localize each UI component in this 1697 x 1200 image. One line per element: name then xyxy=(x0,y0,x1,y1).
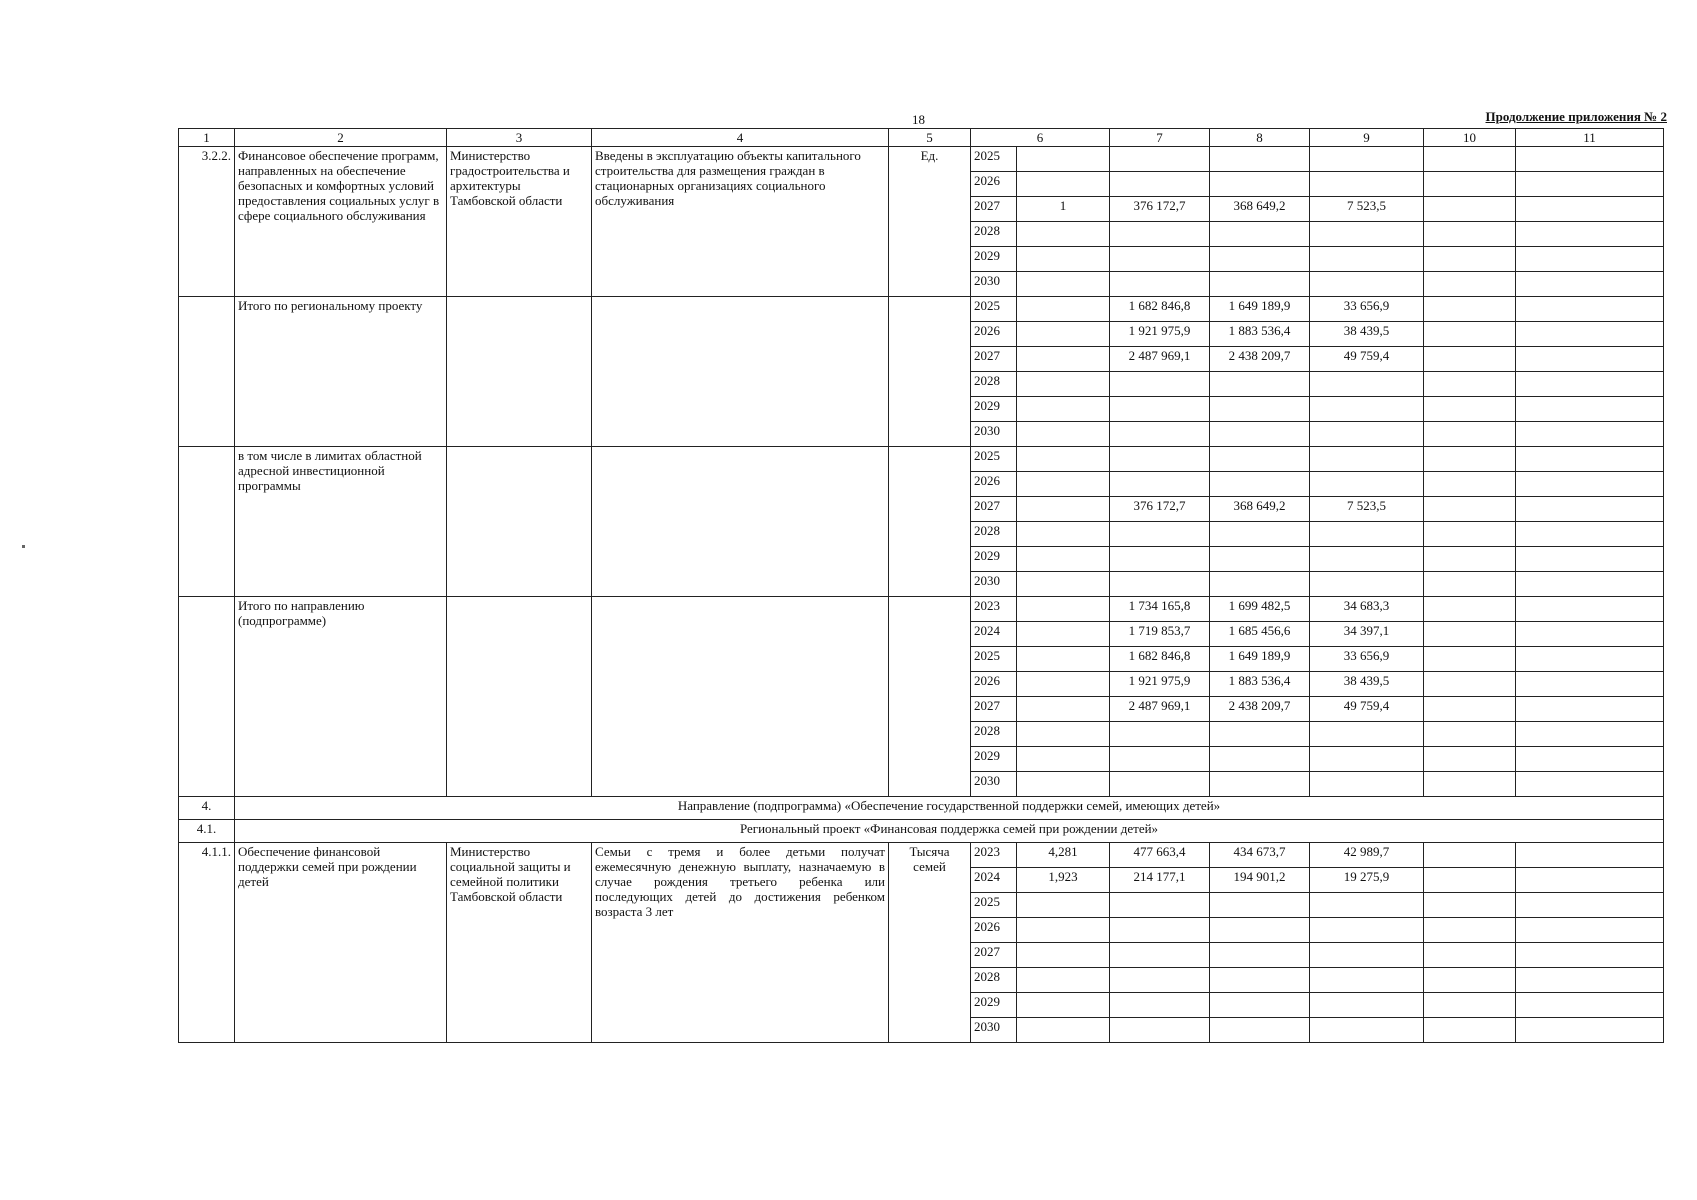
value-cell-c8 xyxy=(1210,772,1310,797)
value-cell-c9 xyxy=(1310,522,1424,547)
value-cell-c6 xyxy=(1017,943,1110,968)
value-cell-c8 xyxy=(1210,747,1310,772)
value-cell-c11 xyxy=(1516,918,1664,943)
value-cell-c8 xyxy=(1210,547,1310,572)
value-cell-c6 xyxy=(1017,697,1110,722)
section-title: Региональный проект «Финансовая поддержка семей при рождении детей» xyxy=(235,820,1664,843)
year-cell: 2027 xyxy=(971,497,1017,522)
value-cell-c6 xyxy=(1017,597,1110,622)
value-cell-c9: 42 989,7 xyxy=(1310,843,1424,868)
column-header: 11 xyxy=(1516,129,1664,147)
year-cell: 2026 xyxy=(971,918,1017,943)
value-cell-c8: 1 649 189,9 xyxy=(1210,297,1310,322)
row-code: 4.1.1. xyxy=(179,843,235,1043)
value-cell-c10 xyxy=(1424,297,1516,322)
value-cell-c11 xyxy=(1516,347,1664,372)
value-cell-c10 xyxy=(1424,222,1516,247)
unit-cell xyxy=(889,447,971,597)
value-cell-c8 xyxy=(1210,722,1310,747)
value-cell-c7: 2 487 969,1 xyxy=(1110,347,1210,372)
value-cell-c9: 38 439,5 xyxy=(1310,322,1424,347)
value-cell-c11 xyxy=(1516,472,1664,497)
value-cell-c9: 49 759,4 xyxy=(1310,697,1424,722)
value-cell-c6 xyxy=(1017,522,1110,547)
year-cell: 2028 xyxy=(971,522,1017,547)
value-cell-c11 xyxy=(1516,422,1664,447)
value-cell-c8: 434 673,7 xyxy=(1210,843,1310,868)
value-cell-c6 xyxy=(1017,747,1110,772)
year-cell: 2025 xyxy=(971,447,1017,472)
year-cell: 2026 xyxy=(971,472,1017,497)
group-name: Итого по направлению (подпрограмме) xyxy=(235,597,447,797)
value-cell-c11 xyxy=(1516,672,1664,697)
value-cell-c9: 33 656,9 xyxy=(1310,297,1424,322)
value-cell-c9 xyxy=(1310,918,1424,943)
value-cell-c7: 1 682 846,8 xyxy=(1110,297,1210,322)
value-cell-c8 xyxy=(1210,397,1310,422)
year-cell: 2025 xyxy=(971,893,1017,918)
value-cell-c7 xyxy=(1110,372,1210,397)
value-cell-c8 xyxy=(1210,522,1310,547)
value-cell-c6 xyxy=(1017,647,1110,672)
year-cell: 2029 xyxy=(971,547,1017,572)
value-cell-c9 xyxy=(1310,247,1424,272)
value-cell-c7: 1 682 846,8 xyxy=(1110,647,1210,672)
table-row xyxy=(179,843,1664,868)
value-cell-c9 xyxy=(1310,993,1424,1018)
column-header: 7 xyxy=(1110,129,1210,147)
value-cell-c10 xyxy=(1424,893,1516,918)
value-cell-c11 xyxy=(1516,447,1664,472)
value-cell-c6 xyxy=(1017,918,1110,943)
year-cell: 2025 xyxy=(971,647,1017,672)
year-cell: 2030 xyxy=(971,422,1017,447)
value-cell-c7 xyxy=(1110,943,1210,968)
row-code: 3.2.2. xyxy=(179,147,235,297)
value-cell-c6 xyxy=(1017,297,1110,322)
value-cell-c9 xyxy=(1310,222,1424,247)
value-cell-c6 xyxy=(1017,772,1110,797)
value-cell-c7 xyxy=(1110,472,1210,497)
value-cell-c11 xyxy=(1516,372,1664,397)
value-cell-c9: 34 683,3 xyxy=(1310,597,1424,622)
value-cell-c8 xyxy=(1210,172,1310,197)
value-cell-c9 xyxy=(1310,772,1424,797)
value-cell-c10 xyxy=(1424,918,1516,943)
year-cell: 2028 xyxy=(971,222,1017,247)
value-cell-c8: 368 649,2 xyxy=(1210,497,1310,522)
value-cell-c11 xyxy=(1516,622,1664,647)
table-row xyxy=(179,147,1664,172)
unit-cell xyxy=(889,597,971,797)
value-cell-c11 xyxy=(1516,172,1664,197)
value-cell-c10 xyxy=(1424,372,1516,397)
value-cell-c7 xyxy=(1110,572,1210,597)
value-cell-c6 xyxy=(1017,372,1110,397)
value-cell-c7: 214 177,1 xyxy=(1110,868,1210,893)
financing-table xyxy=(178,128,1664,1043)
measure-name: Финансовое обеспечение программ, направленных на обеспечение безопасных и комфортных условий предоставления социальных услуг в сфере социального обслуживания xyxy=(235,147,447,297)
value-cell-c11 xyxy=(1516,722,1664,747)
year-cell: 2030 xyxy=(971,572,1017,597)
executor-name xyxy=(447,297,592,447)
value-cell-c10 xyxy=(1424,522,1516,547)
value-cell-c7 xyxy=(1110,247,1210,272)
year-cell: 2029 xyxy=(971,993,1017,1018)
value-cell-c11 xyxy=(1516,272,1664,297)
value-cell-c10 xyxy=(1424,993,1516,1018)
value-cell-c11 xyxy=(1516,843,1664,868)
value-cell-c11 xyxy=(1516,1018,1664,1043)
value-cell-c9 xyxy=(1310,147,1424,172)
value-cell-c11 xyxy=(1516,222,1664,247)
value-cell-c11 xyxy=(1516,197,1664,222)
section-title: Направление (подпрограмма) «Обеспечение государственной поддержки семей, имеющих детей» xyxy=(235,797,1664,820)
value-cell-c6 xyxy=(1017,672,1110,697)
value-cell-c9 xyxy=(1310,572,1424,597)
column-header: 8 xyxy=(1210,129,1310,147)
value-cell-c10 xyxy=(1424,968,1516,993)
value-cell-c10 xyxy=(1424,843,1516,868)
value-cell-c6 xyxy=(1017,172,1110,197)
year-cell: 2029 xyxy=(971,247,1017,272)
value-cell-c7 xyxy=(1110,968,1210,993)
value-cell-c7 xyxy=(1110,1018,1210,1043)
year-cell: 2023 xyxy=(971,597,1017,622)
value-cell-c9: 33 656,9 xyxy=(1310,647,1424,672)
year-cell: 2030 xyxy=(971,1018,1017,1043)
value-cell-c11 xyxy=(1516,697,1664,722)
value-cell-c6 xyxy=(1017,572,1110,597)
executor-name xyxy=(447,597,592,797)
value-cell-c6 xyxy=(1017,722,1110,747)
scan-speck xyxy=(22,545,25,548)
page-number: 18 xyxy=(912,112,925,127)
value-cell-c8: 1 685 456,6 xyxy=(1210,622,1310,647)
value-cell-c7 xyxy=(1110,722,1210,747)
unit-cell xyxy=(889,297,971,447)
indicator-text xyxy=(592,297,889,447)
value-cell-c7 xyxy=(1110,147,1210,172)
year-cell: 2026 xyxy=(971,172,1017,197)
value-cell-c8 xyxy=(1210,918,1310,943)
value-cell-c6: 4,281 xyxy=(1017,843,1110,868)
value-cell-c8 xyxy=(1210,893,1310,918)
value-cell-c10 xyxy=(1424,747,1516,772)
value-cell-c6 xyxy=(1017,497,1110,522)
value-cell-c9 xyxy=(1310,968,1424,993)
table-row xyxy=(179,297,1664,322)
value-cell-c11 xyxy=(1516,497,1664,522)
year-cell: 2030 xyxy=(971,272,1017,297)
value-cell-c6 xyxy=(1017,397,1110,422)
value-cell-c7 xyxy=(1110,993,1210,1018)
year-cell: 2024 xyxy=(971,622,1017,647)
value-cell-c11 xyxy=(1516,597,1664,622)
value-cell-c10 xyxy=(1424,322,1516,347)
value-cell-c10 xyxy=(1424,147,1516,172)
group-name: Итого по региональному проекту xyxy=(235,297,447,447)
value-cell-c8 xyxy=(1210,447,1310,472)
value-cell-c7 xyxy=(1110,397,1210,422)
value-cell-c8 xyxy=(1210,943,1310,968)
year-cell: 2029 xyxy=(971,747,1017,772)
value-cell-c11 xyxy=(1516,968,1664,993)
value-cell-c7 xyxy=(1110,272,1210,297)
value-cell-c9 xyxy=(1310,447,1424,472)
value-cell-c7 xyxy=(1110,918,1210,943)
value-cell-c7 xyxy=(1110,772,1210,797)
year-cell: 2028 xyxy=(971,372,1017,397)
value-cell-c7: 1 734 165,8 xyxy=(1110,597,1210,622)
value-cell-c7: 477 663,4 xyxy=(1110,843,1210,868)
value-cell-c6 xyxy=(1017,1018,1110,1043)
value-cell-c6 xyxy=(1017,347,1110,372)
value-cell-c7 xyxy=(1110,222,1210,247)
value-cell-c7: 376 172,7 xyxy=(1110,497,1210,522)
year-cell: 2026 xyxy=(971,672,1017,697)
value-cell-c8 xyxy=(1210,968,1310,993)
year-cell: 2028 xyxy=(971,722,1017,747)
value-cell-c10 xyxy=(1424,172,1516,197)
value-cell-c9: 7 523,5 xyxy=(1310,497,1424,522)
value-cell-c10 xyxy=(1424,247,1516,272)
column-header: 3 xyxy=(447,129,592,147)
value-cell-c11 xyxy=(1516,868,1664,893)
value-cell-c6 xyxy=(1017,968,1110,993)
section-code: 4.1. xyxy=(179,820,235,843)
value-cell-c6 xyxy=(1017,147,1110,172)
table-row xyxy=(179,597,1664,622)
value-cell-c9: 38 439,5 xyxy=(1310,672,1424,697)
value-cell-c7: 1 921 975,9 xyxy=(1110,672,1210,697)
value-cell-c6 xyxy=(1017,322,1110,347)
value-cell-c10 xyxy=(1424,1018,1516,1043)
value-cell-c6 xyxy=(1017,547,1110,572)
value-cell-c7 xyxy=(1110,522,1210,547)
value-cell-c8: 1 883 536,4 xyxy=(1210,672,1310,697)
indicator-text: Семьи с тремя и более детьми получат ежемесячную денежную выплату, назначаемую в случае рождения третьего ребенка или последующих детей до достижения ребенком возраста 3 лет xyxy=(592,843,889,1043)
executor-name: Министерство социальной защиты и семейной политики Тамбовской области xyxy=(447,843,592,1043)
value-cell-c7 xyxy=(1110,422,1210,447)
value-cell-c11 xyxy=(1516,647,1664,672)
measure-name: Обеспечение финансовой поддержки семей при рождении детей xyxy=(235,843,447,1043)
value-cell-c8: 2 438 209,7 xyxy=(1210,697,1310,722)
value-cell-c6: 1 xyxy=(1017,197,1110,222)
value-cell-c9 xyxy=(1310,747,1424,772)
value-cell-c10 xyxy=(1424,422,1516,447)
value-cell-c10 xyxy=(1424,943,1516,968)
value-cell-c10 xyxy=(1424,722,1516,747)
value-cell-c10 xyxy=(1424,397,1516,422)
value-cell-c8 xyxy=(1210,147,1310,172)
year-cell: 2027 xyxy=(971,943,1017,968)
value-cell-c7 xyxy=(1110,747,1210,772)
value-cell-c6 xyxy=(1017,622,1110,647)
value-cell-c7 xyxy=(1110,547,1210,572)
header-row xyxy=(179,129,1664,147)
year-cell: 2029 xyxy=(971,397,1017,422)
value-cell-c9 xyxy=(1310,943,1424,968)
value-cell-c6 xyxy=(1017,272,1110,297)
value-cell-c6 xyxy=(1017,222,1110,247)
value-cell-c7: 376 172,7 xyxy=(1110,197,1210,222)
value-cell-c8: 1 883 536,4 xyxy=(1210,322,1310,347)
value-cell-c10 xyxy=(1424,497,1516,522)
year-cell: 2027 xyxy=(971,197,1017,222)
value-cell-c11 xyxy=(1516,572,1664,597)
value-cell-c11 xyxy=(1516,147,1664,172)
group-name: в том числе в лимитах областной адресной инвестиционной программы xyxy=(235,447,447,597)
value-cell-c9 xyxy=(1310,397,1424,422)
value-cell-c6 xyxy=(1017,993,1110,1018)
value-cell-c8: 1 699 482,5 xyxy=(1210,597,1310,622)
value-cell-c7 xyxy=(1110,893,1210,918)
value-cell-c8 xyxy=(1210,993,1310,1018)
value-cell-c10 xyxy=(1424,197,1516,222)
unit-cell: Тысяча семей xyxy=(889,843,971,1043)
value-cell-c8 xyxy=(1210,222,1310,247)
section-title-row xyxy=(179,820,1664,843)
value-cell-c6: 1,923 xyxy=(1017,868,1110,893)
year-cell: 2024 xyxy=(971,868,1017,893)
value-cell-c8 xyxy=(1210,422,1310,447)
row-code xyxy=(179,297,235,447)
value-cell-c9: 19 275,9 xyxy=(1310,868,1424,893)
value-cell-c9: 49 759,4 xyxy=(1310,347,1424,372)
value-cell-c6 xyxy=(1017,422,1110,447)
column-header: 10 xyxy=(1424,129,1516,147)
year-cell: 2025 xyxy=(971,147,1017,172)
value-cell-c11 xyxy=(1516,547,1664,572)
value-cell-c9 xyxy=(1310,722,1424,747)
value-cell-c10 xyxy=(1424,547,1516,572)
value-cell-c10 xyxy=(1424,472,1516,497)
value-cell-c8 xyxy=(1210,372,1310,397)
value-cell-c8: 2 438 209,7 xyxy=(1210,347,1310,372)
value-cell-c11 xyxy=(1516,943,1664,968)
section-code: 4. xyxy=(179,797,235,820)
value-cell-c9 xyxy=(1310,172,1424,197)
year-cell: 2028 xyxy=(971,968,1017,993)
value-cell-c9: 7 523,5 xyxy=(1310,197,1424,222)
value-cell-c8: 368 649,2 xyxy=(1210,197,1310,222)
value-cell-c10 xyxy=(1424,697,1516,722)
indicator-text xyxy=(592,597,889,797)
value-cell-c8: 1 649 189,9 xyxy=(1210,647,1310,672)
continuation-label: Продолжение приложения № 2 xyxy=(1485,109,1667,124)
column-header: 4 xyxy=(592,129,889,147)
value-cell-c10 xyxy=(1424,572,1516,597)
column-header: 9 xyxy=(1310,129,1424,147)
value-cell-c10 xyxy=(1424,772,1516,797)
value-cell-c7: 1 719 853,7 xyxy=(1110,622,1210,647)
value-cell-c10 xyxy=(1424,672,1516,697)
row-code xyxy=(179,597,235,797)
value-cell-c9 xyxy=(1310,472,1424,497)
column-header: 1 xyxy=(179,129,235,147)
unit-cell: Ед. xyxy=(889,147,971,297)
value-cell-c9: 34 397,1 xyxy=(1310,622,1424,647)
table-row xyxy=(179,447,1664,472)
value-cell-c7: 1 921 975,9 xyxy=(1110,322,1210,347)
year-cell: 2025 xyxy=(971,297,1017,322)
value-cell-c11 xyxy=(1516,297,1664,322)
value-cell-c6 xyxy=(1017,893,1110,918)
column-header: 6 xyxy=(971,129,1110,147)
year-cell: 2023 xyxy=(971,843,1017,868)
year-cell: 2027 xyxy=(971,347,1017,372)
year-cell: 2026 xyxy=(971,322,1017,347)
value-cell-c8 xyxy=(1210,272,1310,297)
value-cell-c8 xyxy=(1210,247,1310,272)
value-cell-c10 xyxy=(1424,272,1516,297)
value-cell-c8 xyxy=(1210,472,1310,497)
year-cell: 2027 xyxy=(971,697,1017,722)
year-cell: 2030 xyxy=(971,772,1017,797)
executor-name: Министерство градостроительства и архитектуры Тамбовской области xyxy=(447,147,592,297)
value-cell-c11 xyxy=(1516,747,1664,772)
section-title-row xyxy=(179,797,1664,820)
value-cell-c6 xyxy=(1017,472,1110,497)
value-cell-c9 xyxy=(1310,272,1424,297)
value-cell-c9 xyxy=(1310,422,1424,447)
value-cell-c11 xyxy=(1516,993,1664,1018)
value-cell-c6 xyxy=(1017,447,1110,472)
value-cell-c11 xyxy=(1516,322,1664,347)
value-cell-c9 xyxy=(1310,893,1424,918)
value-cell-c10 xyxy=(1424,647,1516,672)
value-cell-c8 xyxy=(1210,1018,1310,1043)
indicator-text xyxy=(592,447,889,597)
value-cell-c11 xyxy=(1516,247,1664,272)
value-cell-c7: 2 487 969,1 xyxy=(1110,697,1210,722)
column-header: 5 xyxy=(889,129,971,147)
value-cell-c11 xyxy=(1516,522,1664,547)
value-cell-c11 xyxy=(1516,893,1664,918)
executor-name xyxy=(447,447,592,597)
column-header: 2 xyxy=(235,129,447,147)
value-cell-c8 xyxy=(1210,572,1310,597)
value-cell-c10 xyxy=(1424,447,1516,472)
indicator-text: Введены в эксплуатацию объекты капитального строительства для размещения граждан в стационарных организациях социального обслуживания xyxy=(592,147,889,297)
value-cell-c11 xyxy=(1516,397,1664,422)
value-cell-c7 xyxy=(1110,172,1210,197)
value-cell-c9 xyxy=(1310,372,1424,397)
value-cell-c8: 194 901,2 xyxy=(1210,868,1310,893)
value-cell-c7 xyxy=(1110,447,1210,472)
value-cell-c11 xyxy=(1516,772,1664,797)
value-cell-c10 xyxy=(1424,347,1516,372)
value-cell-c9 xyxy=(1310,1018,1424,1043)
row-code xyxy=(179,447,235,597)
value-cell-c10 xyxy=(1424,868,1516,893)
value-cell-c6 xyxy=(1017,247,1110,272)
value-cell-c10 xyxy=(1424,597,1516,622)
value-cell-c10 xyxy=(1424,622,1516,647)
value-cell-c9 xyxy=(1310,547,1424,572)
